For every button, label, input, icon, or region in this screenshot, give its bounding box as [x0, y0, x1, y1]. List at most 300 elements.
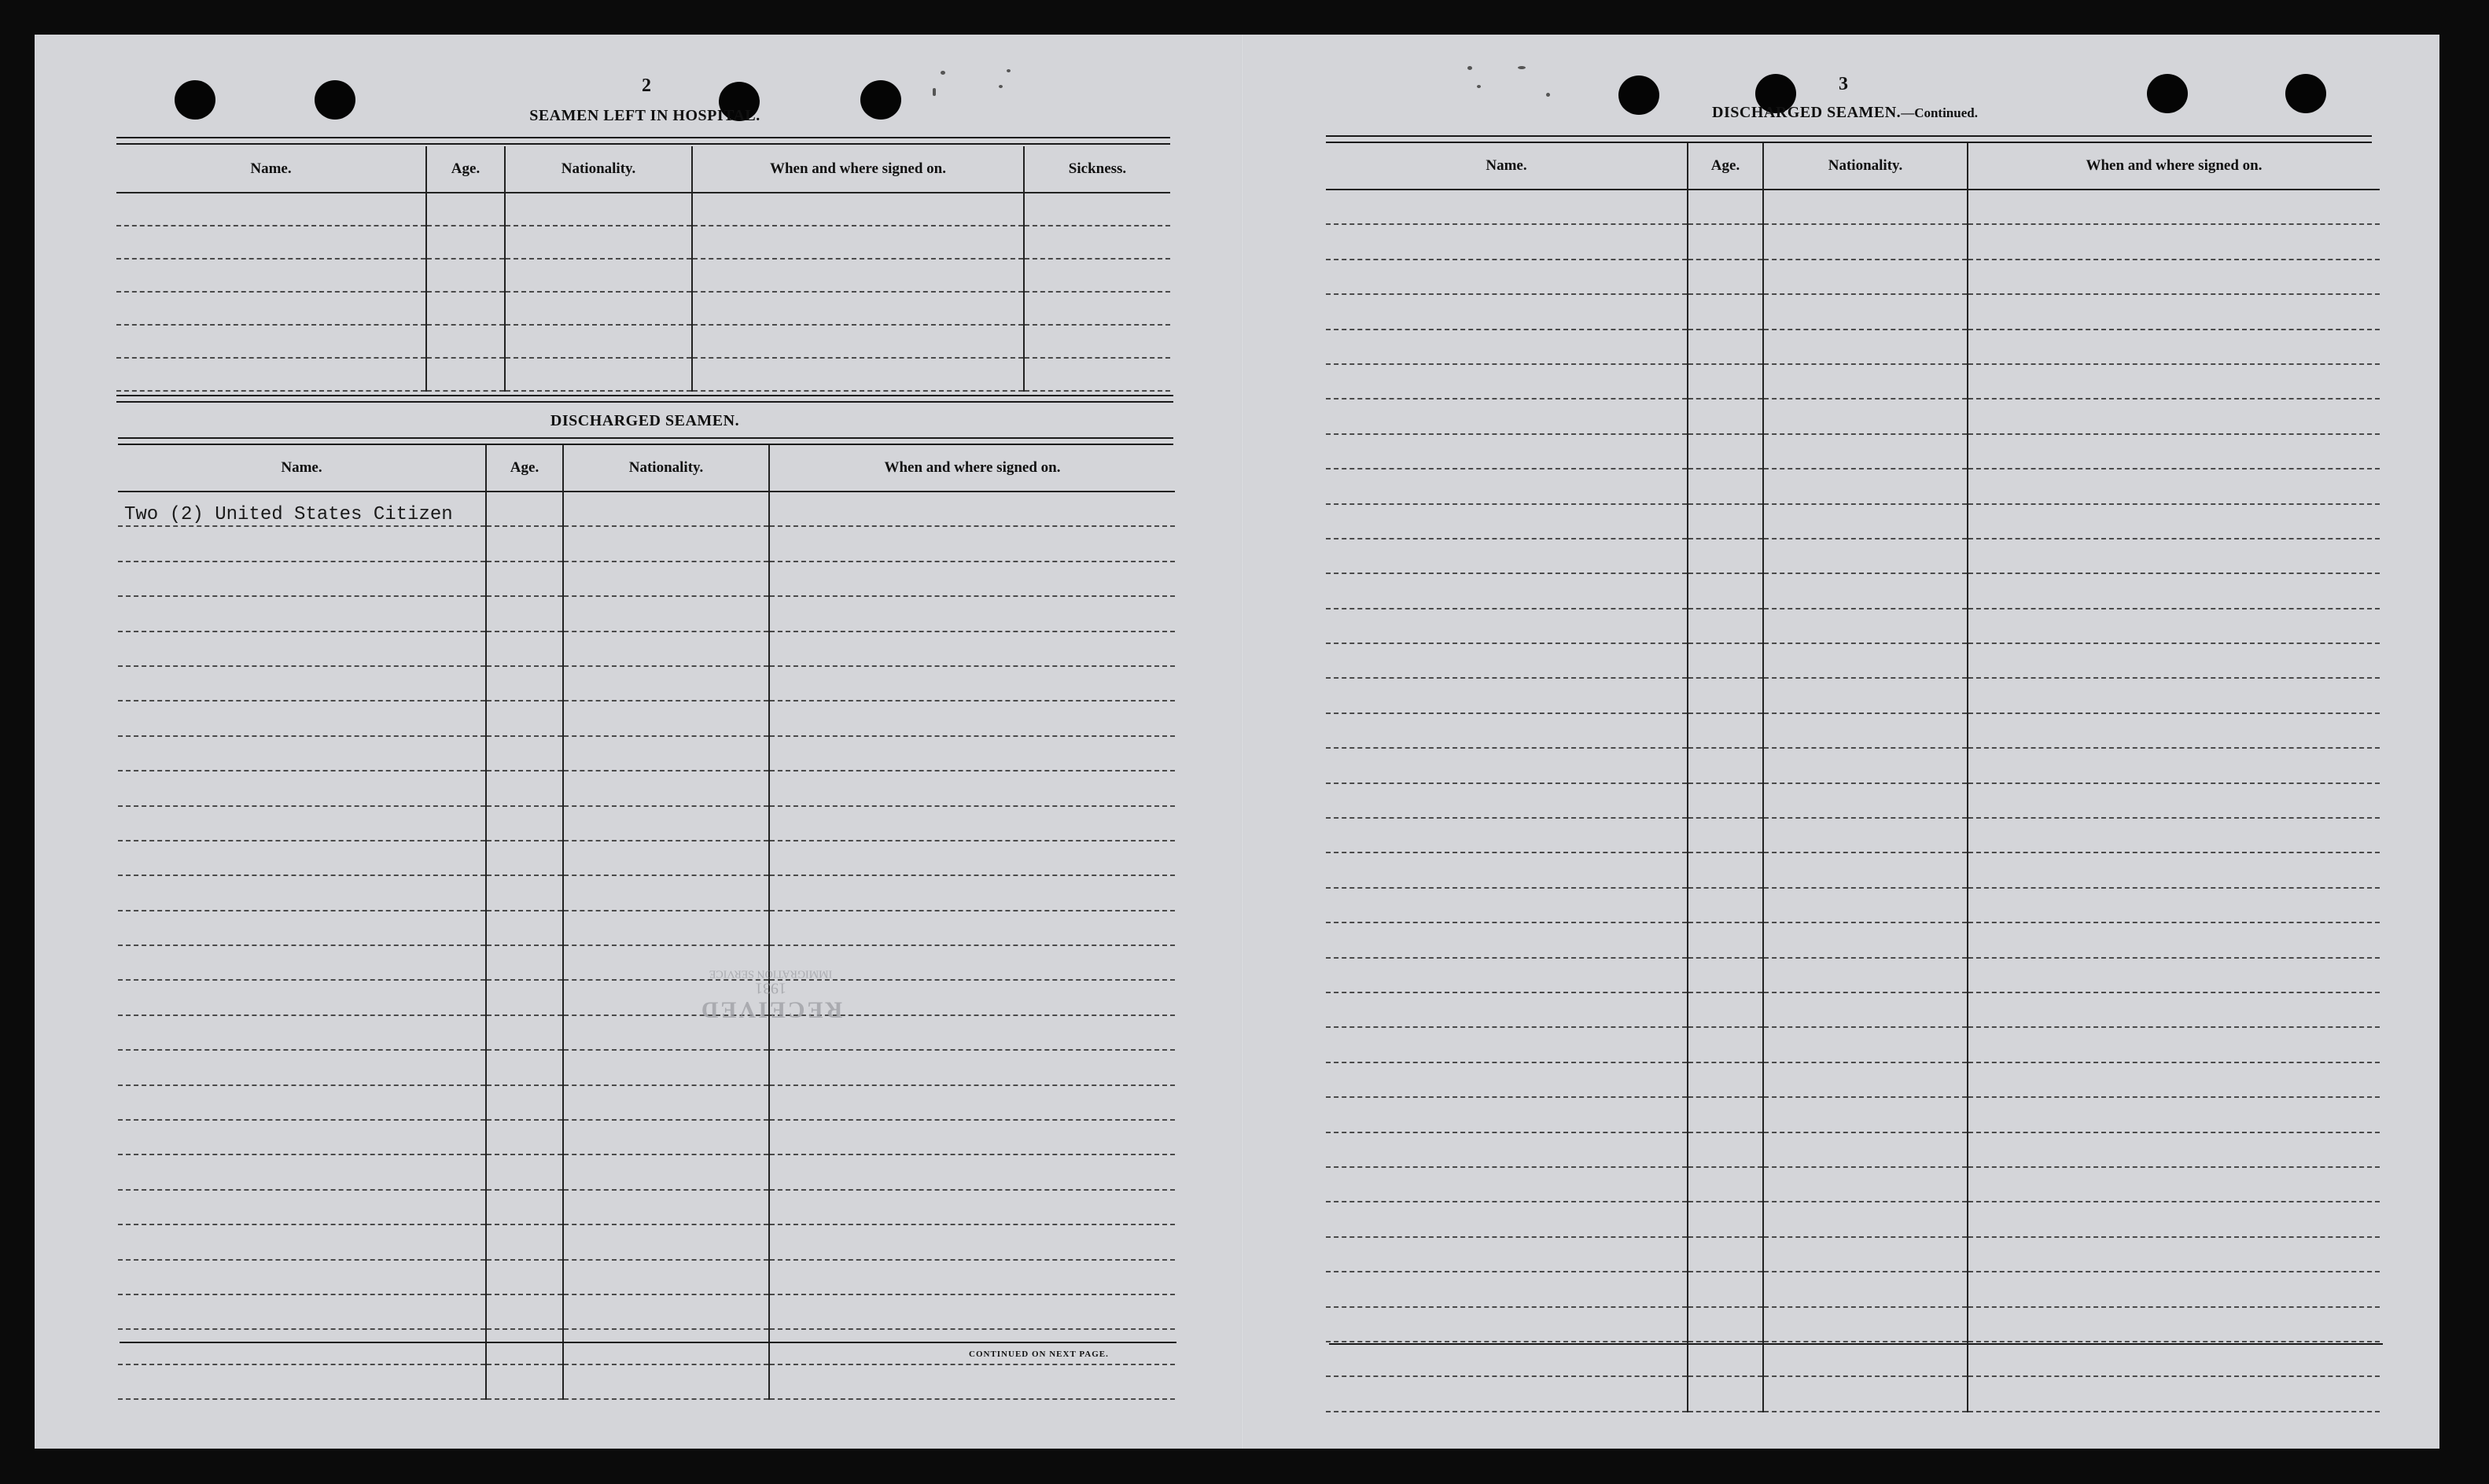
table-row	[1326, 1167, 2380, 1202]
table-cell	[1763, 713, 1968, 748]
column-header-age: Age.	[426, 146, 505, 193]
table-cell	[505, 358, 692, 391]
table-cell	[486, 806, 563, 841]
table-cell	[769, 562, 1175, 596]
table-row	[1326, 1342, 2380, 1376]
right-bottom-rule	[1329, 1343, 2383, 1345]
table-cell	[769, 875, 1175, 910]
table-cell	[563, 632, 769, 666]
table-cell	[1688, 434, 1763, 469]
table-cell	[1688, 330, 1763, 364]
table-cell	[1968, 1027, 2380, 1062]
table-row	[118, 562, 1175, 596]
table-cell	[1968, 364, 2380, 399]
table-cell	[1763, 1376, 1968, 1411]
table-cell	[1326, 573, 1688, 608]
table-cell	[1968, 1272, 2380, 1306]
table-cell	[118, 1260, 486, 1294]
continued-note: CONTINUED ON NEXT PAGE.	[969, 1350, 1109, 1359]
table-cell	[426, 259, 505, 292]
table-row	[118, 1015, 1175, 1050]
table-cell	[1024, 226, 1170, 259]
table-row	[116, 259, 1170, 292]
table-row	[118, 806, 1175, 841]
table-cell	[1688, 224, 1763, 259]
table-cell	[486, 632, 563, 666]
table-cell	[1968, 1062, 2380, 1097]
table-cell	[1688, 818, 1763, 852]
column-header-signed-on: When and where signed on.	[692, 146, 1024, 193]
table-cell	[1688, 504, 1763, 539]
table-cell	[1763, 783, 1968, 818]
ink-speck	[933, 88, 936, 96]
table-cell	[563, 666, 769, 701]
table-cell	[1688, 1376, 1763, 1411]
table-cell	[486, 1085, 563, 1120]
table-row	[1326, 539, 2380, 573]
table-cell	[486, 980, 563, 1014]
table-cell	[1326, 364, 1688, 399]
table-cell	[1763, 1342, 1968, 1376]
table-cell	[1763, 573, 1968, 608]
table-cell	[1968, 504, 2380, 539]
table-row	[116, 226, 1170, 259]
column-header-nationality: Nationality.	[563, 445, 769, 492]
table-cell	[769, 492, 1175, 526]
table-cell	[1688, 888, 1763, 922]
table-cell	[563, 492, 769, 526]
table-cell	[1968, 434, 2380, 469]
table-cell	[1763, 1307, 1968, 1342]
table-cell	[1688, 364, 1763, 399]
table-cell	[118, 806, 486, 841]
table-row	[1326, 1202, 2380, 1236]
table-cell	[563, 1260, 769, 1294]
hospital-table	[116, 146, 1170, 392]
table-cell	[116, 193, 426, 226]
table-cell	[1326, 1202, 1688, 1236]
table-cell	[769, 911, 1175, 945]
table-row	[118, 1120, 1175, 1154]
table-cell	[1763, 1202, 1968, 1236]
table-cell	[769, 632, 1175, 666]
table-cell	[1968, 783, 2380, 818]
table-cell	[118, 736, 486, 771]
table-cell	[1968, 992, 2380, 1027]
table-cell	[1968, 852, 2380, 887]
table-cell	[486, 492, 563, 526]
table-cell	[1326, 1167, 1688, 1202]
table-cell	[486, 1050, 563, 1084]
hospital-section-title: SEAMEN LEFT IN HOSPITAL.	[529, 107, 760, 124]
table-row	[1326, 1027, 2380, 1062]
table-cell	[1688, 1097, 1763, 1132]
table-cell	[1763, 504, 1968, 539]
table-cell	[692, 259, 1024, 292]
table-row	[1326, 434, 2380, 469]
table-row	[1326, 190, 2380, 224]
table-cell	[769, 1120, 1175, 1154]
table-cell	[1968, 922, 2380, 957]
ink-speck	[1546, 93, 1550, 97]
table-row	[1326, 888, 2380, 922]
punch-hole	[2147, 74, 2188, 113]
table-cell	[1326, 294, 1688, 329]
table-cell	[563, 1154, 769, 1189]
table-cell	[1688, 643, 1763, 678]
table-row	[1326, 1097, 2380, 1132]
table-cell	[1763, 643, 1968, 678]
discharged-section-title: DISCHARGED SEAMEN.	[550, 412, 740, 429]
table-cell	[1968, 224, 2380, 259]
table-cell	[563, 841, 769, 875]
table-cell	[1968, 1307, 2380, 1342]
table-row	[118, 666, 1175, 701]
ink-speck	[941, 71, 945, 75]
table-cell	[769, 1085, 1175, 1120]
table-row	[1326, 260, 2380, 294]
table-cell	[1326, 399, 1688, 433]
table-row	[116, 358, 1170, 391]
table-row	[1326, 1307, 2380, 1342]
table-cell	[486, 911, 563, 945]
table-row	[1326, 294, 2380, 329]
table-cell	[769, 806, 1175, 841]
table-cell	[486, 1224, 563, 1259]
table-cell	[1763, 1097, 1968, 1132]
table-cell	[1968, 609, 2380, 643]
table-cell	[1326, 992, 1688, 1027]
hospital-bottom-rule	[116, 395, 1173, 403]
table-row	[1326, 748, 2380, 783]
table-cell	[1688, 748, 1763, 783]
table-cell	[486, 771, 563, 805]
table-cell	[486, 736, 563, 771]
table-row	[1326, 330, 2380, 364]
table-cell	[118, 596, 486, 631]
table-cell	[769, 1294, 1175, 1329]
table-cell	[563, 1364, 769, 1399]
punch-hole	[315, 80, 355, 120]
table-cell	[1688, 1027, 1763, 1062]
table-cell	[563, 771, 769, 805]
table-cell	[116, 358, 426, 391]
table-row	[118, 1260, 1175, 1294]
table-cell	[1024, 292, 1170, 325]
discharged-continued-table	[1326, 143, 2380, 1412]
table-cell	[1688, 294, 1763, 329]
table-cell	[1326, 958, 1688, 992]
table-cell	[769, 1260, 1175, 1294]
table-cell	[116, 226, 426, 259]
table-row	[118, 980, 1175, 1014]
table-cell	[563, 1085, 769, 1120]
table-cell	[486, 1120, 563, 1154]
table-cell	[1968, 330, 2380, 364]
table-cell	[1968, 818, 2380, 852]
table-cell	[1326, 1027, 1688, 1062]
table-cell	[1688, 1167, 1763, 1202]
table-row	[1326, 224, 2380, 259]
table-cell	[1024, 358, 1170, 391]
table-cell	[118, 701, 486, 735]
table-row	[1326, 643, 2380, 678]
table-cell	[1024, 193, 1170, 226]
column-header-name: Name.	[116, 146, 426, 193]
table-row	[118, 1085, 1175, 1120]
ink-speck	[1518, 66, 1526, 69]
table-cell	[1688, 609, 1763, 643]
table-cell	[505, 292, 692, 325]
table-cell	[1688, 783, 1763, 818]
column-header-signed-on: When and where signed on.	[1968, 143, 2380, 190]
table-cell	[1326, 504, 1688, 539]
table-cell	[1688, 992, 1763, 1027]
table-cell	[1688, 190, 1763, 224]
table-cell	[1326, 1062, 1688, 1097]
table-cell	[563, 562, 769, 596]
table-cell	[1763, 469, 1968, 503]
table-row	[1326, 852, 2380, 887]
table-row	[118, 701, 1175, 735]
table-cell	[1968, 1132, 2380, 1167]
table-cell	[1968, 294, 2380, 329]
table-cell	[1326, 539, 1688, 573]
table-cell	[118, 1015, 486, 1050]
table-cell	[1326, 748, 1688, 783]
table-cell	[769, 1190, 1175, 1224]
table-cell	[426, 325, 505, 358]
table-cell	[1763, 1132, 1968, 1167]
table-row	[116, 193, 1170, 226]
table-cell	[692, 193, 1024, 226]
ink-speck	[1467, 66, 1472, 70]
table-row	[118, 596, 1175, 631]
table-cell	[1763, 922, 1968, 957]
table-row	[118, 736, 1175, 771]
table-cell	[769, 1154, 1175, 1189]
punch-hole	[175, 80, 215, 120]
table-cell	[118, 1154, 486, 1189]
table-cell	[1968, 539, 2380, 573]
table-cell	[1326, 224, 1688, 259]
table-row	[1326, 609, 2380, 643]
table-cell	[1968, 1376, 2380, 1411]
ink-speck	[1007, 69, 1011, 72]
table-row	[1326, 958, 2380, 992]
table-cell	[486, 596, 563, 631]
table-cell	[118, 562, 486, 596]
table-row	[118, 526, 1175, 561]
table-cell	[486, 1294, 563, 1329]
column-header-name: Name.	[1326, 143, 1688, 190]
table-cell	[1968, 678, 2380, 713]
table-cell	[1763, 364, 1968, 399]
table-cell	[563, 1190, 769, 1224]
column-header-nationality: Nationality.	[505, 146, 692, 193]
table-cell	[118, 980, 486, 1014]
table-cell	[118, 1364, 486, 1399]
table-cell	[486, 1015, 563, 1050]
table-cell	[1688, 1237, 1763, 1272]
table-cell	[1763, 818, 1968, 852]
table-cell	[563, 1224, 769, 1259]
table-cell	[1688, 713, 1763, 748]
table-cell	[1326, 434, 1688, 469]
table-row	[118, 911, 1175, 945]
table-cell: Two (2) United States Citizen	[118, 492, 486, 526]
table-cell	[563, 1050, 769, 1084]
table-cell	[486, 1364, 563, 1399]
table-cell	[1968, 643, 2380, 678]
table-cell	[769, 1224, 1175, 1259]
table-cell	[1688, 1062, 1763, 1097]
table-cell	[1968, 1167, 2380, 1202]
column-header-name: Name.	[118, 445, 486, 492]
table-cell	[1326, 852, 1688, 887]
table-cell	[1968, 260, 2380, 294]
column-header-sickness: Sickness.	[1024, 146, 1170, 193]
table-row	[116, 292, 1170, 325]
table-cell	[1326, 643, 1688, 678]
table-cell	[1688, 1342, 1763, 1376]
table-cell	[116, 292, 426, 325]
table-cell	[769, 1050, 1175, 1084]
table-cell	[118, 1190, 486, 1224]
table-cell	[1326, 1376, 1688, 1411]
table-row	[1326, 713, 2380, 748]
discharged-top-rule	[118, 437, 1173, 445]
table-cell	[1968, 1342, 2380, 1376]
table-cell	[426, 193, 505, 226]
table-cell	[118, 1050, 486, 1084]
table-cell	[1968, 958, 2380, 992]
table-cell	[486, 841, 563, 875]
stamp-line-1: RECEIVED	[698, 996, 843, 1023]
table-cell	[1326, 190, 1688, 224]
table-cell	[1326, 330, 1688, 364]
table-cell	[1763, 1237, 1968, 1272]
table-row	[1326, 504, 2380, 539]
table-cell	[1688, 1202, 1763, 1236]
table-cell	[1968, 1237, 2380, 1272]
table-row	[118, 1364, 1175, 1399]
table-cell	[505, 193, 692, 226]
table-cell	[426, 292, 505, 325]
table-cell	[1024, 259, 1170, 292]
table-cell	[563, 1294, 769, 1329]
table-cell	[1763, 260, 1968, 294]
table-cell	[563, 1329, 769, 1364]
table-row	[118, 771, 1175, 805]
table-row	[118, 945, 1175, 980]
table-cell	[1688, 1272, 1763, 1306]
table-cell	[563, 806, 769, 841]
table-row	[118, 1154, 1175, 1189]
table-cell	[505, 226, 692, 259]
table-cell	[505, 325, 692, 358]
table-cell	[769, 1364, 1175, 1399]
table-row	[1326, 573, 2380, 608]
table-cell	[118, 771, 486, 805]
table-cell	[1763, 224, 1968, 259]
table-cell	[118, 945, 486, 980]
page-number: 2	[642, 75, 651, 96]
table-cell	[692, 358, 1024, 391]
table-cell	[118, 1329, 486, 1364]
table-cell	[118, 1085, 486, 1120]
ink-speck	[1477, 85, 1481, 88]
table-row	[1326, 783, 2380, 818]
table-cell	[769, 841, 1175, 875]
table-cell	[1326, 1237, 1688, 1272]
table-cell	[563, 596, 769, 631]
table-row	[1326, 364, 2380, 399]
table-row	[118, 1050, 1175, 1084]
column-header-nationality: Nationality.	[1763, 143, 1968, 190]
table-cell	[1763, 434, 1968, 469]
table-cell	[1688, 469, 1763, 503]
table-cell	[118, 632, 486, 666]
table-cell	[486, 1329, 563, 1364]
table-cell	[1326, 1272, 1688, 1306]
column-header-age: Age.	[1688, 143, 1763, 190]
table-cell	[1688, 539, 1763, 573]
table-cell	[1326, 469, 1688, 503]
table-cell	[769, 736, 1175, 771]
right-top-rule	[1326, 135, 2372, 143]
table-cell	[426, 226, 505, 259]
table-row	[118, 875, 1175, 910]
table-cell	[1763, 1167, 1968, 1202]
discharged-bottom-rule	[120, 1342, 1176, 1343]
table-cell	[1968, 399, 2380, 433]
table-cell	[486, 1190, 563, 1224]
table-cell	[1326, 1342, 1688, 1376]
table-cell	[563, 736, 769, 771]
column-header-age: Age.	[486, 445, 563, 492]
table-cell	[118, 1120, 486, 1154]
stamp-line-2: 1931	[755, 979, 786, 997]
table-cell	[486, 1260, 563, 1294]
table-cell	[1688, 922, 1763, 957]
table-cell	[563, 701, 769, 735]
table-cell	[563, 526, 769, 561]
table-cell	[1968, 713, 2380, 748]
stamp-line-3: IMMIGRATION SERVICE	[709, 967, 833, 980]
hospital-top-rule	[116, 137, 1170, 145]
table-row	[1326, 818, 2380, 852]
table-cell	[1763, 399, 1968, 433]
table-cell	[1326, 1307, 1688, 1342]
table-cell	[1326, 922, 1688, 957]
table-cell	[486, 945, 563, 980]
table-cell	[486, 1154, 563, 1189]
table-cell	[769, 1329, 1175, 1364]
table-cell	[769, 771, 1175, 805]
table-cell	[1326, 888, 1688, 922]
table-row	[118, 1190, 1175, 1224]
table-row	[118, 492, 1175, 526]
continued-suffix: —Continued.	[1901, 105, 1978, 120]
table-cell	[116, 259, 426, 292]
table-cell	[1688, 678, 1763, 713]
table-cell	[1688, 260, 1763, 294]
table-row	[1326, 1062, 2380, 1097]
table-cell	[1688, 399, 1763, 433]
table-cell	[563, 875, 769, 910]
table-cell	[1326, 713, 1688, 748]
